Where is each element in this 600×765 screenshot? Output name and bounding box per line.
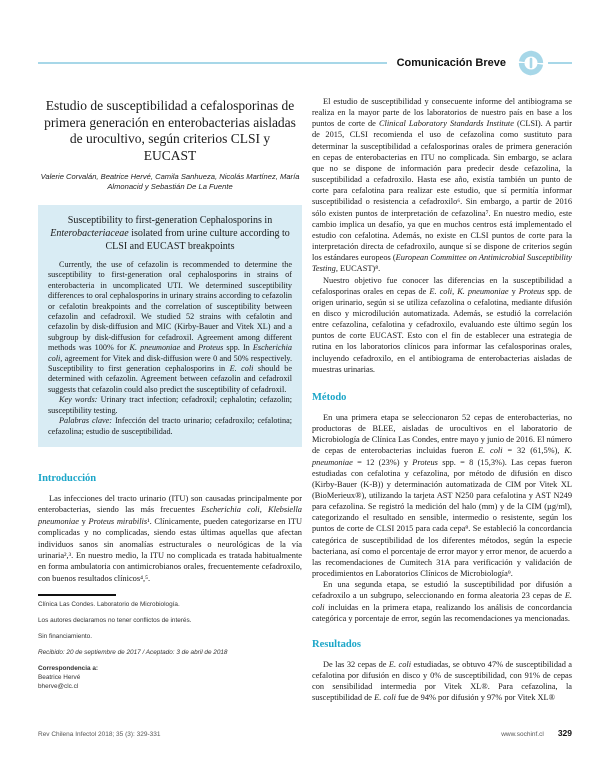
intro-paragraph-2: El estudio de susceptibilidad y consecuente informe del antibiograma se realiza en la mayor parte de los laboratorios de nuestro país en base a los puntos de corte de Clinical Laboratory Standards Institute (CLSI). A partir de 2015, CLSI recomienda el uso de cefazolina como sustituto para determinar la susceptibilidad a cefalosporinas orales de primera generación en cepas de enterobacterias en ITU no complicada. Sin embargo, se aclara que no se dispone de información para predecir desde cefazolina, la susceptibilidad a cefadroxilo. Hasta ese año, existía también un punto de corte para cefalotina para realizar este estudio, que sí permitía informar susceptibilidad o resistencia a cefadroxilo⁶. Sin embargo, a partir de 2016 sólo existen puntos de interpretación de cefazolina⁷. En nuestro medio, este cambio implica un desafío, ya que en muchos centros está implementado el estudio con cefalotina. Además, no existe en CLSI puntos de corte para la interpretación directa de cefadroxilo, aunque sí se dispone de criterios según los estándares europeos (European Committee on Antimicrobial Susceptibility Testing, EUCAST)⁸. [312, 97, 572, 274]
correspondence-label: Correspondencia a: [38, 665, 99, 673]
correspondence-email: bherve@clc.cl [38, 683, 79, 691]
metodo-paragraph-2: En una segunda etapa, se estudió la susceptibilidad por difusión a cefadroxilo a un subgrupo, seleccionando en forma aleatoria 23 cepas de E. coli incluidas en la primera etapa, realizando los análisis de concordancia categórica y porcentaje de error, según las recomendaciones ya mencionadas. [312, 580, 572, 623]
received-accepted-dates: Recibido: 20 de septiembre de 2017 / Aceptado: 3 de abril de 2018 [38, 649, 228, 657]
journal-pinwheel-logo-icon [518, 50, 544, 76]
journal-citation: Rev Chilena Infectol 2018; 35 (3): 329-331 [38, 731, 161, 738]
header-rule [38, 62, 387, 64]
correspondence-name: Beatrice Hervé [38, 674, 81, 682]
abstract-text: Currently, the use of cefazolin is recommended to determine the susceptibility to first-generation oral cephalosporins in strains of enterobacteria in uncomplicated UTI. We determined susceptibility differences to oral cephalosporins in urinary strains according to cefazolin or cefalotin breakpoints and the correlation of susceptibility between cefazolin and cefadroxil. We studied 52 strains with cefalotin and cefazolin by disk-diffusion and MIC (Kirby-Bauer and Vitek XL) and a subgroup by disk-diffusion for cefadroxil. Agreement among different methods was 100% for K. pneumoniae and Proteus spp. In Escherichia coli, agreement for Vitek and disk-diffusion were 0 and 50% respectively. Susceptibility to first generation cephalosporins in E. coli should be determined with cefazolin. Agreement between cefazolin and cefadroxil suggests that cefazolin could also predict the susceptibility of cefadroxil. [48, 260, 292, 394]
metodo-paragraph-1: En una primera etapa se seleccionaron 52 cepas de enterobacterias, no productoras de BLEE, aisladas de urocultivos en el laboratorio de Microbiología de Clínica Las Condes, entre mayo y junio de 2016. El número de cepas de enterobacterias incluidas fueron E. coli = 32 (61,5%), K. pneumoniae = 12 (23%) y Proteus spp. = 8 (15,3%). Las cepas fueron estudiadas con cefalotina y cefazolina, por método de difusión en disco (Kirby-Bauer (K-B)) y determinación automatizada de CIM por Vitek XL (BioMerieux®), utilizando la tarjeta AST N250 para cefalotina y AST N249 para cefazolina. Se registró la medición del halo (mm) y de la CIM (µg/ml), categorizando el resultado en sensible, intermedio o resistente, según los puntos de corte de CLSI 2015 para cada cepa⁹. Se estableció la concordancia categórica de susceptibilidad de los diferentes métodos, según la especie bacteriana, así como el porcentaje de error mayor y error menor, de acuerdo a las recomendaciones de Cumitech 31A para verificación y validación de procedimientos en Laboratorios Clínicos de Microbiología⁹. [312, 412, 572, 579]
intro-paragraph: Las infecciones del tracto urinario (ITU) son causadas principalmente por enterobacterias, siendo las más frecuentes Escherichia coli, Klebsiella pneumoniae y Proteus mirabilis¹. Clínicamente, pueden categorizarse en ITU complicadas y no complicadas, siendo estas últimas aquellas que afectan individuos sanos sin anomalías estructurales o neurológicas de la vía urinaria²,³. En nuestro medio, la ITU no complicada es tratada habitualmente en forma ambulatoria con antimicrobianos orales, frecuentemente cefadroxilo, con buenos resultados clínicos⁴,⁵. [38, 493, 302, 583]
page-header [38, 54, 572, 72]
resultados-paragraph-1: De las 32 cepas de E. coli estudiadas, se obtuvo 47% de susceptibilidad a cefalotina por difusión en disco y 0% de susceptibilidad, con 91% de cepas con sensibilidad intermedia por Vitek XL®. Para cefazolina, la susceptibilidad de E. coli fue de 94% por difusión y 97% por Vitek XL® [312, 659, 573, 703]
footnote-rule [38, 594, 116, 596]
right-column [312, 96, 572, 704]
abstract-box [38, 205, 302, 447]
page-footer [38, 728, 572, 738]
journal-website: www.sochinf.cl [501, 731, 544, 738]
section-heading-introduccion: Introducción [38, 472, 97, 484]
funding-statement: Sin financiamiento. [38, 633, 92, 641]
keywords-en: Key words: Urinary tract infection; cefadroxil; cephalotin; cefazolin; susceptibility testing. [48, 395, 292, 415]
keywords-es: Palabras clave: Infección del tracto urinario; cefadroxilo; cefalotina; cefazolina; estudio de susceptibilidad. [48, 416, 292, 436]
affiliation: Clínica Las Condes. Laboratorio de Microbiología. [38, 601, 180, 609]
article-title-es: Estudio de susceptibilidad a cefalosporinas de primera generación en enterobacterias aisladas de urocultivo, según criterios CLSI y EUCAST [44, 98, 296, 163]
page-number: 329 [557, 728, 572, 738]
conflict-statement: Los autores declaramos no tener conflictos de interés. [38, 617, 192, 625]
author-list: Valerie Corvalán, Beatrice Hervé, Camila Sanhueza, Nicolás Martínez, María Almonacid y Sebastián De La Fuente [40, 172, 300, 191]
section-label: Comunicación Breve [396, 57, 506, 69]
footnote-block [38, 594, 302, 691]
header-rule-right [548, 62, 572, 64]
section-heading-resultados: Resultados [312, 638, 362, 650]
section-heading-metodo: Método [312, 391, 347, 403]
article-title-en: Susceptibility to first-generation Cephalosporins in Enterobacteriaceae isolated from urine culture according to CLSI and EUCAST breakpoints [50, 215, 290, 252]
intro-paragraph-3: Nuestro objetivo fue conocer las diferencias en la susceptibilidad a cefalosporinas orales en cepas de E. coli, K. pneumoniae y Proteus spp. de origen urinario, según si se utiliza cefazolina o cefalotina, mediante difusión en disco y microdilución automatizada. Además, se estudió la correlación entre cefazolina, cefalotina y cefadroxilo, evaluando este último según los puntos de corte EUCAST. Esto con el fin de establecer una estrategia de rutina en los laboratorios clínicos para informar las cefalosporinas orales, incluyendo cefadroxilo, en el antibiograma de enterobacterias aisladas de muestras urinarias. [312, 275, 573, 374]
left-column [38, 98, 302, 692]
